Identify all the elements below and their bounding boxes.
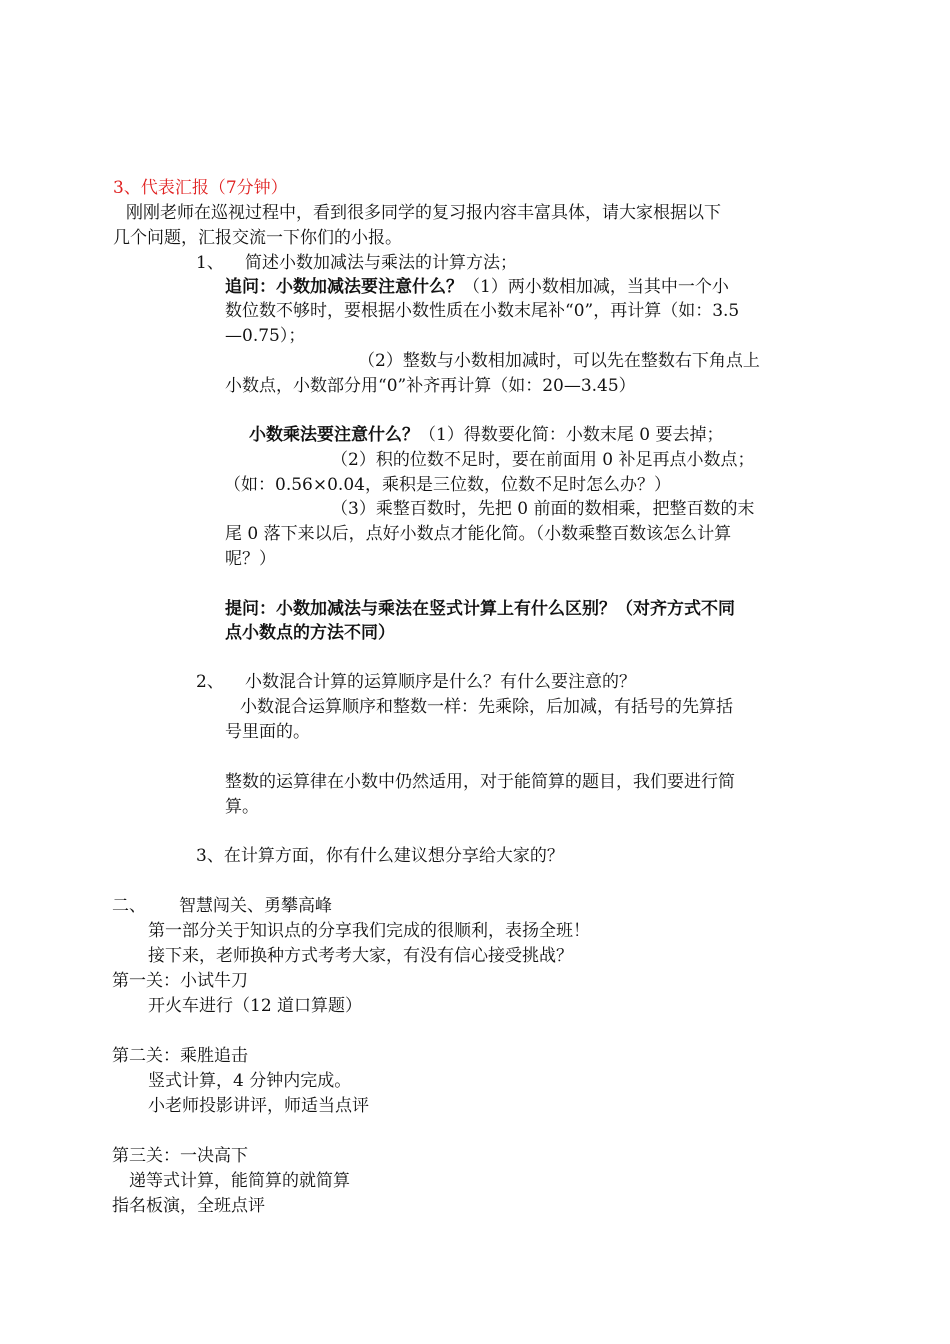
section-3-title: 3、代表汇报（7分钟） [113,178,288,198]
multiplication-rule-1: （1）得数要化简：小数末尾 0 要去掉； [419,425,724,445]
addition-rule-1-line3: —0.75）； [225,326,306,346]
ask-difference-line1: 提问：小数加减法与乘法在竖式计算上有什么区别？（对齐方式不同 [225,599,735,619]
question-2-text: 小数混合计算的运算顺序是什么？有什么要注意的？ [245,672,636,692]
question-2-number: 2、 [196,672,224,692]
multiplication-question [249,423,723,447]
addition-rule-1-line2: 数位数不够时，要根据小数性质在小数末尾补“0”，再计算（如：3.5 [225,301,740,321]
followup-addition-label: 追问：小数加减法要注意什么？ [225,277,463,297]
multiplication-rule-3-line2: 尾 0 落下来以后，点好小数点才能化简。（小数乘整百数该怎么计算 [225,524,732,544]
question-1-number: 1、 [196,253,224,273]
level-2-text-2: 小老师投影讲评，师适当点评 [148,1096,369,1116]
multiplication-rule-2-line2: （如：0.56×0.04，乘积是三位数，位数不足时怎么办？） [224,475,671,495]
question-3-text: 3、在计算方面，你有什么建议想分享给大家的？ [196,846,564,866]
section-3-intro-line1: 刚刚老师在巡视过程中，看到很多同学的复习报内容丰富具体，请大家根据以下 [126,203,721,223]
level-1-title: 第一关：小试牛刀 [112,971,248,991]
part-2-paragraph-1: 第一部分关于知识点的分享我们完成的很顺利，表扬全班！ [148,921,590,941]
question-1-text: 简述小数加减法与乘法的计算方法； [245,253,517,273]
section-3-intro-line2: 几个问题，汇报交流一下你们的小报。 [113,228,402,248]
multiplication-rule-3-line1: （3）乘整百数时，先把 0 前面的数相乘，把整百数的末 [331,499,755,519]
multiplication-rule-3-line3: 呢？） [225,549,276,569]
part-2-title: 智慧闯关、勇攀高峰 [179,896,332,916]
level-1-text: 开火车进行（12 道口算题） [148,996,363,1016]
operation-law-line1: 整数的运算律在小数中仍然适用，对于能简算的题目，我们要进行简 [225,772,735,792]
followup-addition [225,275,729,299]
level-3-text-1: 递等式计算，能简算的就简算 [129,1171,350,1191]
question-2-answer-line1: 小数混合运算顺序和整数一样：先乘除，后加减，有括号的先算括 [240,697,733,717]
level-2-text-1: 竖式计算，4 分钟内完成。 [148,1071,352,1091]
level-2-title: 第二关：乘胜追击 [112,1046,248,1066]
part-2-number: 二、 [112,896,146,916]
level-3-title: 第三关：一决高下 [112,1146,248,1166]
multiplication-label: 小数乘法要注意什么？ [249,425,419,445]
question-2-answer-line2: 号里面的。 [225,722,310,742]
addition-rule-2-line2: 小数点，小数部分用“0”补齐再计算（如：20—3.45） [225,376,636,396]
operation-law-line2: 算。 [225,797,259,817]
part-2-paragraph-2: 接下来，老师换种方式考考大家，有没有信心接受挑战？ [148,946,573,966]
addition-rule-2-line1: （2）整数与小数相加减时，可以先在整数右下角点上 [358,351,760,371]
level-3-text-2: 指名板演，全班点评 [112,1196,265,1216]
addition-rule-1-start: （1）两小数相加减，当其中一个小 [463,277,729,297]
multiplication-rule-2-line1: （2）积的位数不足时，要在前面用 0 补足再点小数点； [331,450,755,470]
ask-difference-line2: 点小数点的方法不同） [225,623,395,643]
